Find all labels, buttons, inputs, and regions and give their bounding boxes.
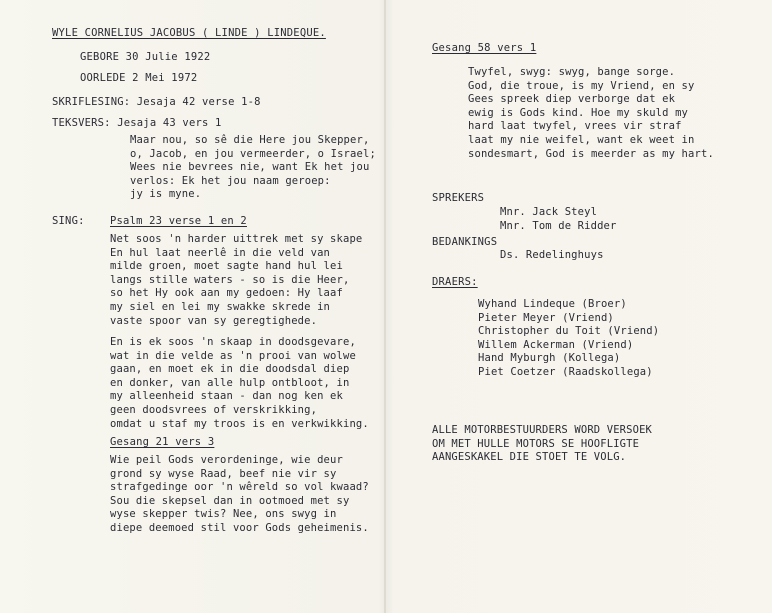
text-line: Wees nie bevrees nie, want Ek het jou bbox=[130, 161, 370, 174]
gesang-line: hard laat twyfel, vrees vir straf bbox=[468, 120, 682, 133]
gesang-line: sondesmart, God is meerder as my hart. bbox=[468, 147, 714, 160]
gesang-line: wyse skepper twis? Nee, ons swyg in bbox=[110, 508, 337, 521]
page-fold bbox=[384, 0, 386, 613]
gesang-line: laat my nie weifel, want ek weet in bbox=[468, 133, 695, 146]
psalm-line: Net soos 'n harder uittrek met sy skape bbox=[110, 233, 363, 245]
motorists-notice bbox=[432, 424, 652, 465]
psalm-title: Psalm 23 verse 1 en 2 bbox=[110, 215, 247, 227]
speaker-name: Mnr. Jack Steyl bbox=[500, 206, 598, 218]
bearer-name: Piet Coetzer (Raadskollega) bbox=[478, 365, 653, 378]
thanks-label: BEDANKINGS bbox=[432, 236, 498, 248]
speakers-list bbox=[500, 206, 617, 233]
sing-label: SING: bbox=[52, 215, 85, 227]
psalm-verse-2 bbox=[110, 336, 369, 431]
gesang-line: grond sy wyse Raad, beef nie vir sy bbox=[110, 467, 337, 480]
gesang-line: strafgedinge oor 'n wêreld so vol kwaad? bbox=[110, 481, 369, 494]
gesang-line: Gees spreek diep verborge dat ek bbox=[468, 93, 676, 106]
text-line: Maar nou, so sê die Here jou Skepper, bbox=[130, 134, 370, 146]
psalm-line: langs stille waters - so is die Heer, bbox=[110, 273, 350, 286]
psalm-line: my siel en lei my swakke skrede in bbox=[110, 300, 331, 313]
psalm-line: geen doodsvrees of verskrikking, bbox=[110, 403, 318, 416]
thanks-list bbox=[500, 249, 604, 263]
bearer-name: Hand Myburgh (Kollega) bbox=[478, 352, 621, 365]
psalm-line: En hul laat neerlê in die veld van bbox=[110, 246, 331, 259]
notice-line: AANGESKAKEL DIE STOET TE VOLG. bbox=[432, 451, 627, 464]
psalm-line: en donker, van alle hulp ontbloot, in bbox=[110, 376, 350, 389]
text-line: verlos: Ek het jou naam geroep: bbox=[130, 174, 331, 187]
psalm-line: my alleenheid staan - dan nog ken ek bbox=[110, 390, 343, 403]
bearer-name: Wyhand Lindeque (Broer) bbox=[478, 298, 627, 310]
gesang-line: Sou die skepsel dan in ootmoed met sy bbox=[110, 494, 350, 507]
thanks-name: Ds. Redelinghuys bbox=[500, 249, 604, 261]
text-line: jy is myne. bbox=[130, 188, 202, 201]
gesang-line: Wie peil Gods verordeninge, wie deur bbox=[110, 454, 343, 466]
notice-line: ALLE MOTORBESTUURDERS WORD VERSOEK bbox=[432, 424, 653, 436]
speakers-label: SPREKERS bbox=[432, 192, 485, 204]
bearer-name: Christopher du Toit (Vriend) bbox=[478, 325, 660, 338]
speaker-name: Mnr. Tom de Ridder bbox=[500, 219, 617, 232]
gesang-58-body bbox=[468, 66, 714, 161]
psalm-line: wat in die velde as 'n prooi van wolwe bbox=[110, 349, 356, 362]
gesang-line: Twyfel, swyg: swyg, bange sorge. bbox=[468, 66, 676, 78]
gesang-21-body bbox=[110, 454, 369, 536]
scripture-reading: SKRIFLESING: Jesaja 42 verse 1-8 bbox=[52, 96, 261, 108]
text-line: o, Jacob, en jou vermeerder, o Israel; bbox=[130, 147, 376, 160]
gesang-21-title: Gesang 21 vers 3 bbox=[110, 436, 215, 448]
bearers-list bbox=[478, 298, 659, 380]
text-verse-heading: TEKSVERS: Jesaja 43 vers 1 bbox=[52, 117, 222, 129]
gesang-line: God, die troue, is my Vriend, en sy bbox=[468, 79, 695, 92]
bearers-label: DRAERS: bbox=[432, 276, 478, 288]
psalm-line: omdat u staf my troos is en verkwikking. bbox=[110, 417, 369, 430]
bearer-name: Willem Ackerman (Vriend) bbox=[478, 338, 634, 351]
notice-line: OM MET HULLE MOTORS SE HOOFLIGTE bbox=[432, 437, 640, 450]
death-date: OORLEDE 2 Mei 1972 bbox=[80, 72, 198, 84]
psalm-line: so het Hy ook aan my gedoen: Hy laaf bbox=[110, 287, 343, 300]
psalm-line: gaan, en moet ek in die doodsdal diep bbox=[110, 363, 350, 376]
bearer-name: Pieter Meyer (Vriend) bbox=[478, 311, 614, 324]
psalm-verse-1 bbox=[110, 233, 362, 328]
program-title: WYLE CORNELIUS JACOBUS ( LINDE ) LINDEQUE. bbox=[52, 27, 326, 39]
gesang-58-title: Gesang 58 vers 1 bbox=[432, 42, 537, 54]
psalm-line: En is ek soos 'n skaap in doodsgevare, bbox=[110, 336, 356, 348]
gesang-line: ewig is Gods kind. Hoe my skuld my bbox=[468, 106, 689, 119]
text-verse-body bbox=[130, 134, 376, 202]
psalm-line: vaste spoor van sy geregtighede. bbox=[110, 314, 318, 327]
birth-date: GEBORE 30 Julie 1922 bbox=[80, 51, 211, 63]
psalm-line: milde groen, moet sagte hand hul lei bbox=[110, 260, 343, 273]
gesang-line: diepe deemoed stil voor Gods geheimenis. bbox=[110, 521, 369, 534]
